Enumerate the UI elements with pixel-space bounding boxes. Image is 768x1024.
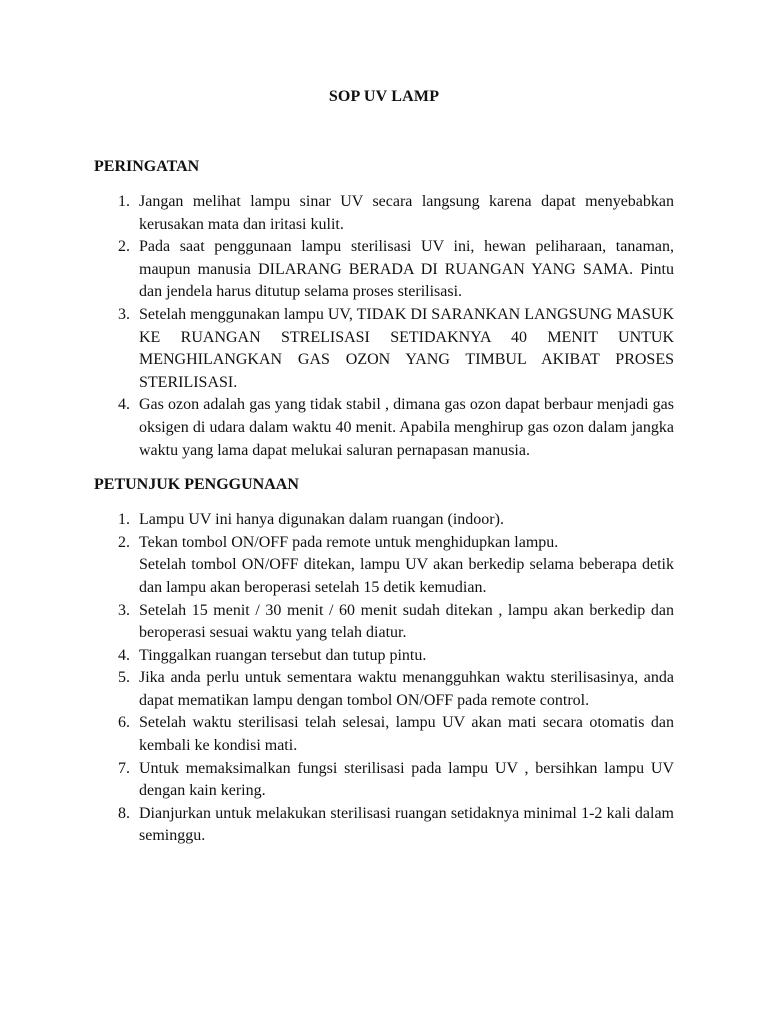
list-item xyxy=(118,394,674,462)
item-number: 6. xyxy=(118,714,130,732)
list-item xyxy=(118,803,674,848)
item-paragraph: Setelah menggunakan lampu UV, TIDAK DI SARANKAN LANGSUNG MASUK KE RUANGAN STRELISASI SETIDAKNYA 40 MENIT UNTUK MENGHILANGKAN GAS OZON YANG TIMBUL AKIBAT PROSES STERILISASI. xyxy=(139,305,674,391)
item-text xyxy=(139,509,674,532)
list-item xyxy=(118,532,674,600)
section-spacer xyxy=(94,462,674,476)
item-paragraph: Tekan tombol ON/OFF pada remote untuk menghidupkan lampu. xyxy=(139,533,559,551)
item-number: 1. xyxy=(118,193,130,210)
item-paragraph: Lampu UV ini hanya digunakan dalam ruangan (indoor). xyxy=(139,511,504,529)
item-text xyxy=(139,645,674,668)
list-item xyxy=(118,304,674,394)
list-item xyxy=(118,191,674,236)
item-number: 1. xyxy=(118,511,130,529)
item-number: 3. xyxy=(118,601,130,619)
item-number: 4. xyxy=(118,396,130,414)
list-item xyxy=(118,645,674,668)
item-text xyxy=(139,394,674,462)
item-paragraph: Setelah waktu sterilisasi telah selesai, lampu UV akan mati secara otomatis dan kembali ke kondisi mati. xyxy=(139,714,674,755)
list-item xyxy=(118,600,674,645)
list-item xyxy=(118,667,674,712)
item-paragraph: Setelah 15 menit / 30 menit / 60 menit sudah ditekan , lampu akan berkedip dan beroperasi sesuai waktu yang telah diatur. xyxy=(139,601,674,642)
document-title: SOP UV LAMP xyxy=(328,88,440,105)
item-paragraph: Pada saat penggunaan lampu sterilisasi UV ini, hewan peliharaan, tanaman, maupun manusia DILARANG BERADA DI RUANGAN YANG SAMA. Pintu dan jendela harus ditutup selama proses sterilisasi. xyxy=(139,238,674,301)
list-item xyxy=(118,712,674,757)
item-text xyxy=(139,712,674,757)
item-text xyxy=(139,758,674,803)
list-item xyxy=(118,758,674,803)
section-peringatan xyxy=(94,158,674,462)
section-heading-petunjuk: PETUNJUK PENGGUNAAN xyxy=(94,476,299,494)
item-text xyxy=(139,600,674,645)
item-paragraph: Dianjurkan untuk melakukan sterilisasi ruangan setidaknya minimal 1-2 kali dalam seminggu. xyxy=(139,804,674,845)
item-text xyxy=(139,304,674,394)
item-text xyxy=(139,803,674,848)
item-number: 4. xyxy=(118,646,130,664)
item-number: 5. xyxy=(118,669,130,687)
section-petunjuk-penggunaan xyxy=(94,476,674,848)
list-item xyxy=(118,236,674,304)
item-number: 2. xyxy=(118,238,130,256)
item-text xyxy=(139,236,674,304)
instruction-list xyxy=(94,509,674,848)
section-heading-peringatan: PERINGATAN xyxy=(94,158,200,175)
item-text xyxy=(139,667,674,712)
item-number: 8. xyxy=(118,804,130,822)
item-paragraph: Setelah tombol ON/OFF ditekan, lampu UV akan berkedip selama beberapa detik dan lampu akan beroperasi setelah 15 detik kemudian. xyxy=(139,556,674,596)
item-paragraph: Gas ozon adalah gas yang tidak stabil , dimana gas ozon dapat berbaur menjadi gas oksigen di udara dalam waktu 40 menit. Apabila menghirup gas ozon dalam jangka waktu yang lama dapat melukai saluran pernapasan manusia. xyxy=(139,396,674,459)
warning-list xyxy=(94,191,674,462)
item-number: 3. xyxy=(118,305,130,323)
item-paragraph: Untuk memaksimalkan fungsi sterilisasi pada lampu UV , bersihkan lampu UV dengan kain kering. xyxy=(139,759,674,800)
item-number: 2. xyxy=(118,533,130,551)
item-paragraph: Tinggalkan ruangan tersebut dan tutup pintu. xyxy=(139,646,427,664)
item-paragraph: Jangan melihat lampu sinar UV secara langsung karena dapat menyebabkan kerusakan mata dan iritasi kulit. xyxy=(139,193,674,233)
item-text xyxy=(139,532,674,600)
list-item xyxy=(118,509,674,532)
item-paragraph: Jika anda perlu untuk sementara waktu menangguhkan waktu sterilisasinya, anda dapat mematikan lampu dengan tombol ON/OFF pada remote control. xyxy=(139,669,674,709)
item-number: 7. xyxy=(118,759,130,777)
item-text xyxy=(139,191,674,236)
